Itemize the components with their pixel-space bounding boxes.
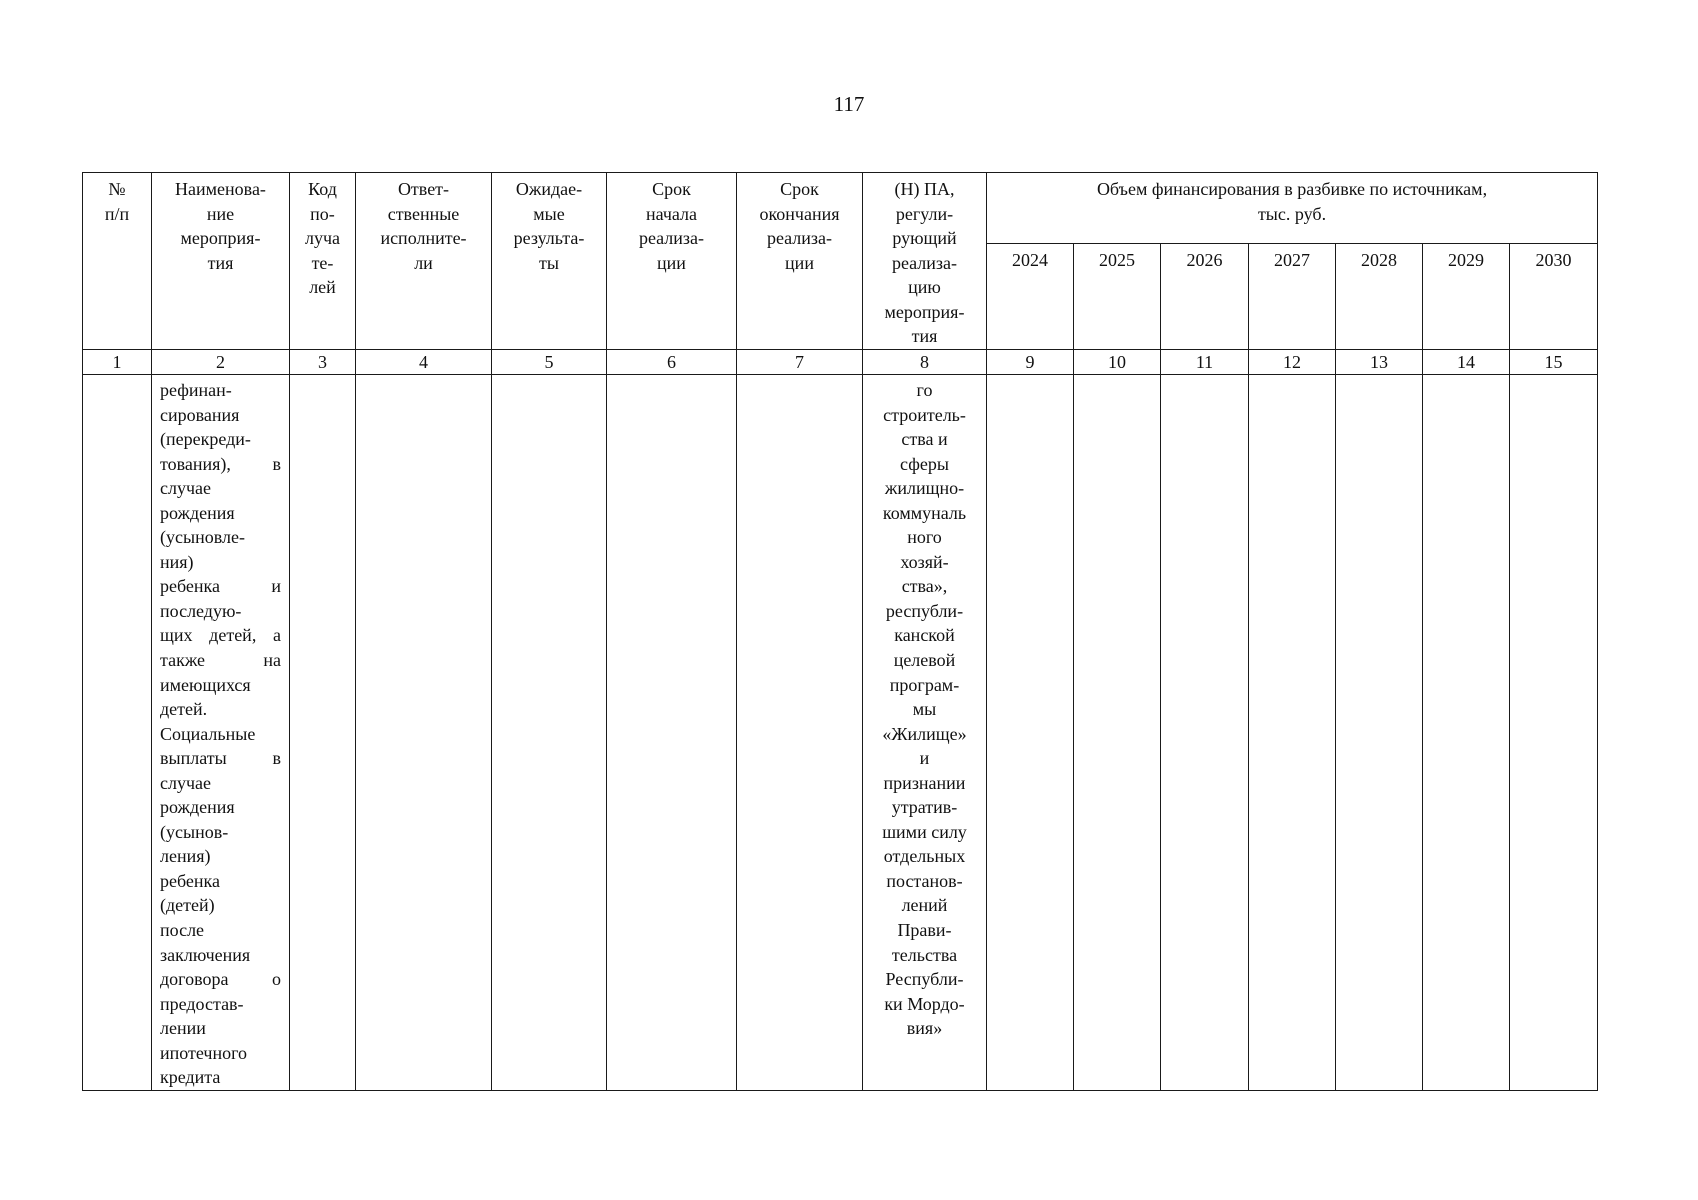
column-number: 6: [607, 349, 737, 375]
cell-2024: [987, 375, 1074, 1091]
measure-name-line: договора о: [160, 969, 281, 990]
legal-act-line: коммуналь: [882, 502, 967, 523]
column-number: 9: [987, 349, 1074, 375]
legal-act-line: жилищно-: [884, 478, 965, 499]
measure-name-line: последую-: [160, 600, 242, 621]
measure-name-line: лении: [160, 1018, 206, 1039]
column-number: 4: [356, 349, 492, 375]
header-col-legal-act: [863, 173, 987, 350]
header-year-2025: 2025: [1074, 244, 1161, 350]
column-number: 7: [737, 349, 863, 375]
measure-name-line: после: [160, 920, 205, 941]
header-year-2030: 2030: [1510, 244, 1598, 350]
header-line: мые: [533, 203, 565, 224]
header-line: цию: [908, 277, 941, 297]
cell-measure-name: [152, 375, 290, 1091]
header-line: реализа-: [891, 252, 958, 273]
header-line: результа-: [513, 228, 585, 248]
header-year-2024: 2024: [987, 244, 1074, 350]
legal-act-line: Республи-: [885, 969, 964, 990]
measure-name-line: заключения: [160, 944, 251, 965]
header-col-executors: [356, 173, 492, 350]
header-line: регули-: [895, 203, 954, 224]
legal-act-line: тельства: [891, 944, 958, 965]
measure-name-line: щих детей, а: [160, 625, 281, 646]
measure-name-line: рождения: [160, 797, 235, 818]
legal-act-line: ки Мордо-: [884, 993, 965, 1014]
financing-table: [82, 172, 1598, 1091]
column-number: 12: [1249, 349, 1336, 375]
legal-act-line: отдельных: [883, 846, 966, 867]
legal-act-line: утратив-: [891, 797, 958, 818]
header-line: окончания: [759, 203, 840, 224]
header-line: тия: [207, 252, 234, 273]
header-line: Ожидае-: [515, 179, 583, 199]
header-col-number: [83, 173, 152, 350]
legal-act-line: сферы: [900, 453, 949, 474]
header-line: ли: [414, 252, 433, 273]
cell-legal-act: [863, 375, 987, 1091]
column-number: 2: [152, 349, 290, 375]
legal-act-line: ного: [907, 527, 942, 548]
legal-act-line: хозяй-: [900, 551, 949, 572]
cell-2027: [1249, 375, 1336, 1091]
header-col-end: [737, 173, 863, 350]
legal-act-line: целевой: [893, 650, 956, 671]
measure-name-line: сирования: [160, 404, 240, 425]
legal-act-line: ства»,: [901, 576, 948, 597]
header-line: исполните-: [380, 228, 467, 248]
cell-results: [492, 375, 607, 1091]
legal-act-line: признании: [883, 772, 966, 793]
column-number: 10: [1074, 349, 1161, 375]
header-line: мероприя-: [884, 301, 965, 322]
measure-name-line: (детей): [160, 895, 215, 916]
column-numbers-row: [83, 349, 1598, 375]
cell-code: [290, 375, 356, 1091]
column-number: 5: [492, 349, 607, 375]
measure-name-line: ребенка и: [160, 576, 281, 597]
measure-name-line: имеющихся: [160, 674, 251, 695]
header-financing-title: [987, 173, 1598, 244]
legal-act-line: канской: [894, 625, 955, 646]
legal-act-line: постанов-: [886, 870, 963, 891]
measure-name-line: (перекреди-: [160, 429, 251, 450]
header-line: Срок: [780, 179, 819, 199]
legal-act-line: го: [916, 380, 933, 400]
cell-number: [83, 375, 152, 1091]
measure-name-line: ипотечного: [160, 1042, 248, 1063]
cell-2029: [1423, 375, 1510, 1091]
header-col-code: [290, 173, 356, 350]
cell-executors: [356, 375, 492, 1091]
header-line: мероприя-: [180, 228, 261, 248]
measure-name-line: рождения: [160, 502, 235, 523]
header-line: (Н) ПА,: [894, 179, 955, 199]
measure-name-line: ребенка: [160, 870, 220, 891]
measure-name-line: тования), в: [160, 453, 281, 474]
column-number: 8: [863, 349, 987, 375]
legal-act-line: и: [919, 748, 930, 769]
header-col-results: [492, 173, 607, 350]
measure-name-line: Социальные: [160, 723, 256, 744]
cell-2025: [1074, 375, 1161, 1091]
header-line: №: [108, 179, 126, 199]
cell-2026: [1161, 375, 1249, 1091]
column-number: 1: [83, 349, 152, 375]
header-line: Наименова-: [175, 179, 266, 199]
measure-name-line: детей.: [160, 699, 208, 720]
header-line: ственные: [387, 203, 460, 224]
legal-act-line: Прави-: [897, 920, 952, 941]
header-line: рующий: [892, 228, 957, 248]
column-number: 15: [1510, 349, 1598, 375]
measure-name-line: ления): [160, 846, 211, 867]
legal-act-line: мы: [912, 699, 937, 720]
header-year-2028: 2028: [1336, 244, 1423, 350]
cell-2030: [1510, 375, 1598, 1091]
header-line: ции: [785, 252, 814, 273]
header-line: лей: [309, 277, 336, 297]
measure-name-line: случае: [160, 478, 212, 499]
header-col-start: [607, 173, 737, 350]
measure-name-line: выплаты в: [160, 748, 281, 769]
header-line: Объем финансирования в разбивке по источникам,: [1096, 179, 1488, 199]
header-line: реализа-: [638, 228, 705, 248]
measure-name-line: также на: [160, 650, 281, 671]
column-number: 14: [1423, 349, 1510, 375]
header-year-2027: 2027: [1249, 244, 1336, 350]
column-number: 3: [290, 349, 356, 375]
header-line: по-: [310, 203, 335, 224]
legal-act-line: республи-: [885, 600, 964, 621]
header-line: луча: [304, 228, 341, 248]
measure-name-line: рефинан-: [160, 380, 232, 400]
header-line: начала: [645, 203, 698, 224]
table-row: [83, 375, 1598, 1091]
legal-act-line: вия»: [906, 1018, 943, 1039]
measure-name-line: предостав-: [160, 993, 244, 1014]
page-number: 117: [833, 92, 865, 116]
measure-name-line: (усыновле-: [160, 527, 245, 548]
measure-name-line: случае: [160, 772, 212, 793]
header-line: ты: [539, 252, 559, 273]
legal-act-line: шими силу: [882, 821, 967, 842]
measure-name-line: (усынов-: [160, 821, 229, 842]
header-line: те-: [311, 252, 334, 273]
header-line: п/п: [104, 203, 130, 224]
header-line: реализа-: [766, 228, 833, 248]
header-line: Ответ-: [397, 179, 450, 199]
legal-act-line: строитель-: [883, 404, 966, 425]
header-col-name: [152, 173, 290, 350]
header-row-1: [83, 173, 1598, 244]
column-number: 11: [1161, 349, 1249, 375]
header-line: ние: [206, 203, 235, 224]
cell-start: [607, 375, 737, 1091]
legal-act-line: ства и: [901, 429, 948, 450]
cell-2028: [1336, 375, 1423, 1091]
measure-name-line: ния): [160, 551, 194, 572]
column-number: 13: [1336, 349, 1423, 375]
header-line: ции: [657, 252, 686, 273]
cell-end: [737, 375, 863, 1091]
header-line: тыс. руб.: [1257, 203, 1327, 224]
header-year-2026: 2026: [1161, 244, 1249, 350]
legal-act-line: програм-: [889, 674, 960, 695]
header-line: тия: [911, 326, 938, 346]
header-line: Срок: [652, 179, 691, 199]
header-line: Код: [308, 179, 337, 199]
measure-name-line: кредита: [160, 1067, 221, 1088]
legal-act-line: «Жилище»: [882, 723, 967, 744]
legal-act-line: лений: [901, 895, 948, 916]
header-year-2029: 2029: [1423, 244, 1510, 350]
